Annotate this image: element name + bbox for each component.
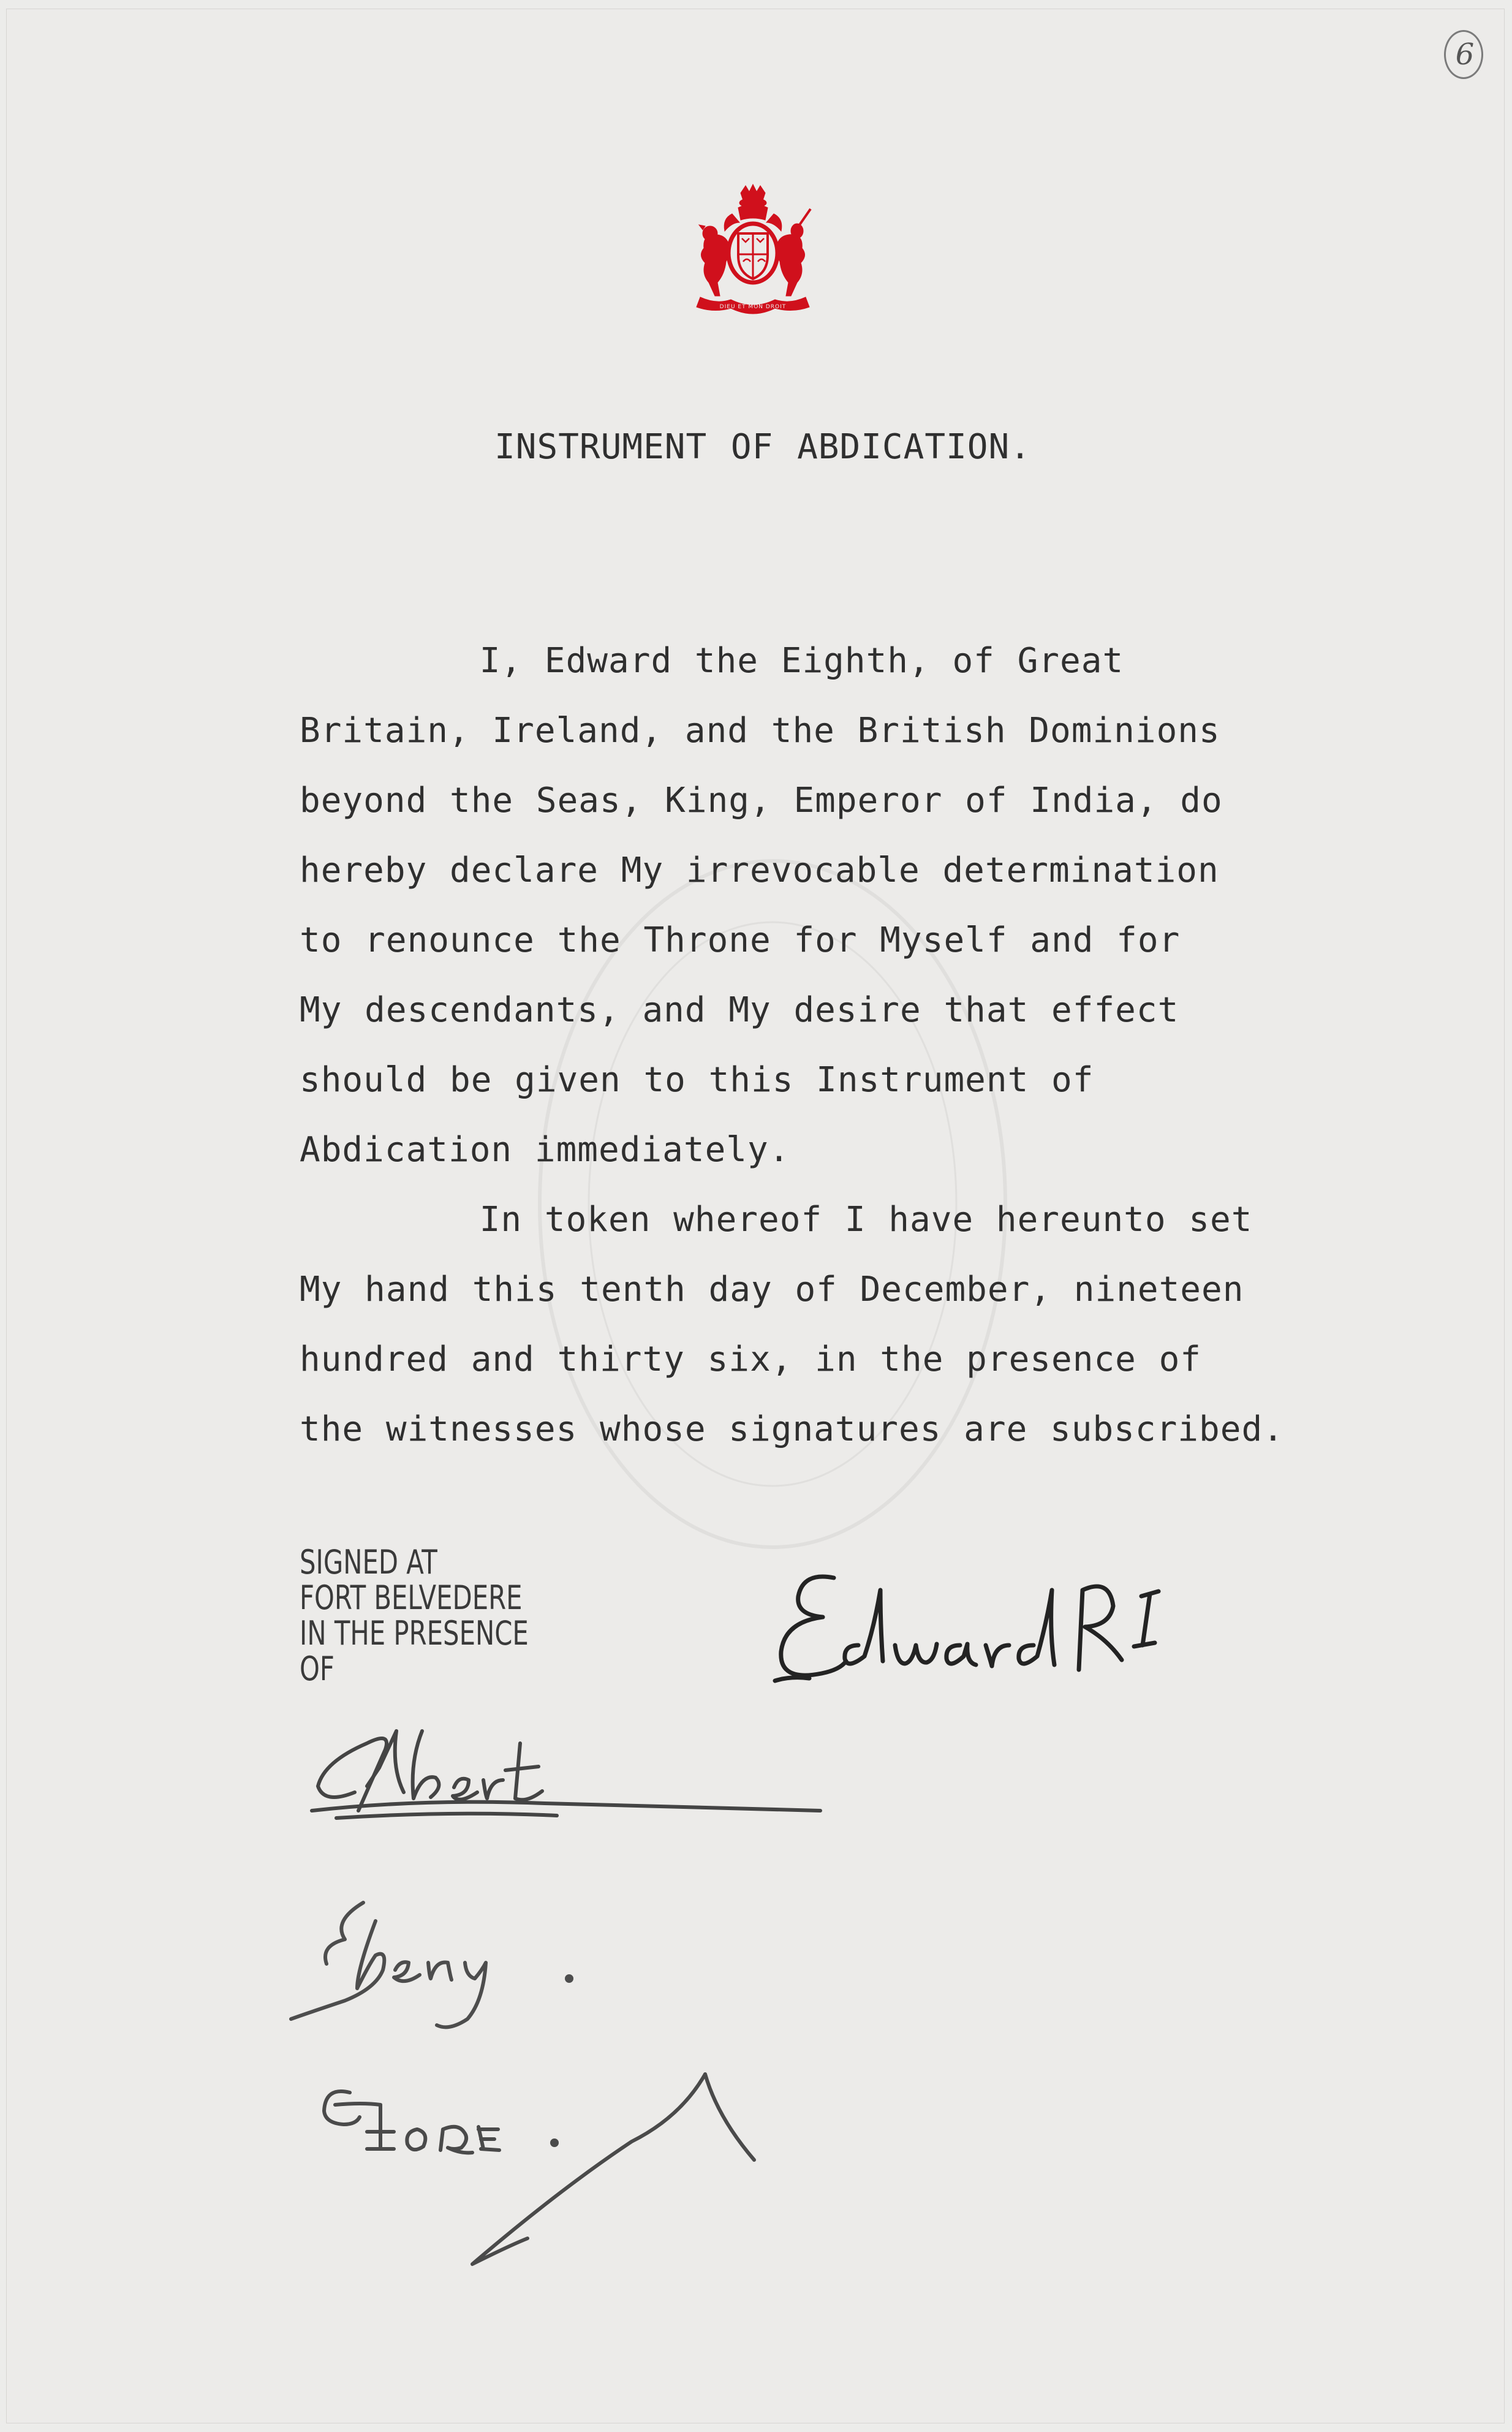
paragraph-line: My descendants, and My desire that effect bbox=[300, 990, 1179, 1030]
signed-at-line: OF bbox=[300, 1650, 335, 1688]
paragraph-line: beyond the Seas, King, Emperor of India, do bbox=[300, 781, 1223, 820]
page-number: 6 bbox=[1455, 37, 1475, 72]
signature-george bbox=[313, 2068, 779, 2276]
token-whereof-paragraph bbox=[300, 1185, 1317, 1464]
paragraph-line: I, Edward the Eighth, of Great bbox=[300, 641, 1124, 681]
document-title: INSTRUMENT OF ABDICATION. bbox=[494, 427, 1031, 467]
royal-coat-of-arms-icon bbox=[679, 182, 826, 329]
paragraph-line: In token whereof I have hereunto set bbox=[300, 1200, 1253, 1240]
paragraph-line: hundred and thirty six, in the presence of bbox=[300, 1339, 1202, 1379]
signed-at-line: FORT BELVEDERE bbox=[300, 1578, 523, 1617]
paragraph-line: My hand this tenth day of December, nineteen bbox=[300, 1270, 1244, 1309]
paragraph-line: Britain, Ireland, and the British Dominions bbox=[300, 711, 1220, 751]
paragraph-line: should be given to this Instrument of bbox=[300, 1060, 1094, 1100]
abdication-declaration-paragraph bbox=[300, 626, 1317, 1185]
document-page bbox=[6, 9, 1505, 2423]
signature-albert bbox=[300, 1719, 833, 1829]
signature-edward-ri bbox=[766, 1553, 1195, 1694]
signed-at-block bbox=[300, 1545, 626, 1687]
crest-motto: DIEU ET MON DROIT bbox=[719, 304, 787, 310]
signed-at-line: IN THE PRESENCE bbox=[300, 1614, 529, 1653]
signed-at-line: SIGNED AT bbox=[300, 1543, 437, 1582]
paragraph-line: the witnesses whose signatures are subscribed. bbox=[300, 1409, 1284, 1449]
paragraph-line: Abdication immediately. bbox=[300, 1130, 790, 1170]
paragraph-line: to renounce the Throne for Myself and for bbox=[300, 920, 1181, 960]
signature-henry bbox=[284, 1896, 590, 2037]
paragraph-line: hereby declare My irrevocable determination bbox=[300, 850, 1219, 890]
